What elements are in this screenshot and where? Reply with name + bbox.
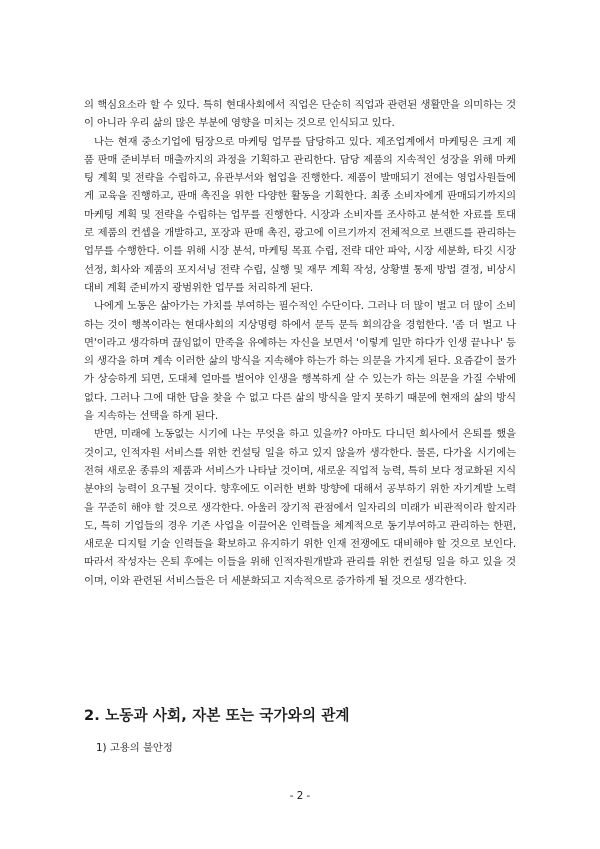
paragraph-future-without-labor: 반면, 미래에 노동없는 시기에 나는 무엇을 하고 있을까? 아마도 다니던 회사에서 은퇴를 했을 것이고, 인적자원 서비스를 위한 컨설팅 일을 하고 있지 않을까 생각한다. 물론, 다가올 시기에는 전혀 새로운 종류의 제품과 서비스가 나타날 것이며, 새로운 직업적 능력, 특히 보다 정교화된 지식 분야의 능력이 요구될 것이다. 향후에도 이러한 변화 방향에 대해서 공부하기 위한 자기계발 노력을 꾸준히 해야 할 것으로 생각한다. 아울러 장기적 관점에서 일자리의 미래가 비관적이라 할지라도, 특히 기업들의 경우 기존 사업을 이끌어온 인력들을 체계적으로 동기부여하고 관리하는 한편, 새로운 디지털 기술 인력들을 확보하고 유지하기 위한 인재 전쟁에도 대비해야 할 것으로 보인다. 따라서 작성자는 은퇴 후에는 이들을 위해 인적자원개발과 관리를 위한 컨설팅 일을 하고 있을 것이며, 이와 관련된 서비스들은 더 세분화되고 지속적으로 증가하게 될 것으로 생각한다. [84, 428, 516, 587]
section-heading: 2. 노동과 사회, 자본 또는 국가와의 관계 [84, 707, 350, 724]
paragraph-marketing-role: 나는 현재 중소기업에 팀장으로 마케팅 업무를 담당하고 있다. 제조업계에서 마케팅은 크게 제품 판매 준비부터 매출까지의 과정을 기획하고 관리한다. 담당 제품의 지속적인 성장을 위해 마케팅 계획 및 전략을 수립하고, 유관부서와 협업을 진행한다. 제품이 발매되기 전에는 영업사원들에게 교육을 진행하고, 판매 촉진을 위한 다양한 활동을 기획한다. 최종 소비자에게 판매되기까지의 마케팅 계획 및 전략을 수립하는 업무를 진행한다. 시장과 소비자를 조사하고 분석한 자료를 토대로 제품의 컨셉을 개발하고, 포장과 판매 촉진, 광고에 이르기까지 전체적으로 브랜드를 관리하는 업무를 수행한다. 이를 위해 시장 분석, 마케팅 목표 수립, 전략 대안 파악, 시장 세분화, 타깃 시장 선정, 회사와 제품의 포지셔닝 전략 수립, 실행 및 재무 계획 작성, 상황별 통제 방법 결정, 비상시 대비 계획 준비까지 광범위한 업무를 처리하게 된다. [84, 135, 516, 294]
paragraph-meaning-of-labor: 나에게 노동은 삶아가는 가치를 부여하는 필수적인 수단이다. 그러나 더 많이 벌고 더 많이 소비하는 것이 행복이라는 현대사회의 지상명령 하에서 문득 문득 회의감을 경험한다. '좀 더 벌고 나면'이라고 생각하며 끊임없이 만족을 유예하는 자신을 보면서 '이렇게 일만 하다가 인생 끝나나' 등의 생각을 하며 계속 이러한 삶의 방식을 지속해야 하는가 하는 의문을 가지게 된다. 요즘같이 물가가 상승하게 되면, 도대체 얼마를 벌어야 인생을 행복하게 살 수 있는가 하는 의문을 가질 수밖에 없다. 그러나 그에 대한 답을 찾을 수 없고 다른 삶의 방식을 알지 못하기 때문에 현재의 삶의 방식을 지속하는 선택을 하게 된다. [84, 300, 516, 423]
subsection-heading: 1) 고용의 불안정 [96, 742, 173, 754]
body-text [84, 96, 516, 590]
paragraph-intro-continuation: 의 핵심요소라 할 수 있다. 특히 현대사회에서 직업은 단순히 직업과 관련된 생활만을 의미하는 것이 아니라 우리 삶의 많은 부분에 영향을 미치는 것으로 인식되고 있다. [84, 99, 516, 130]
page-number: - 2 - [289, 790, 311, 802]
